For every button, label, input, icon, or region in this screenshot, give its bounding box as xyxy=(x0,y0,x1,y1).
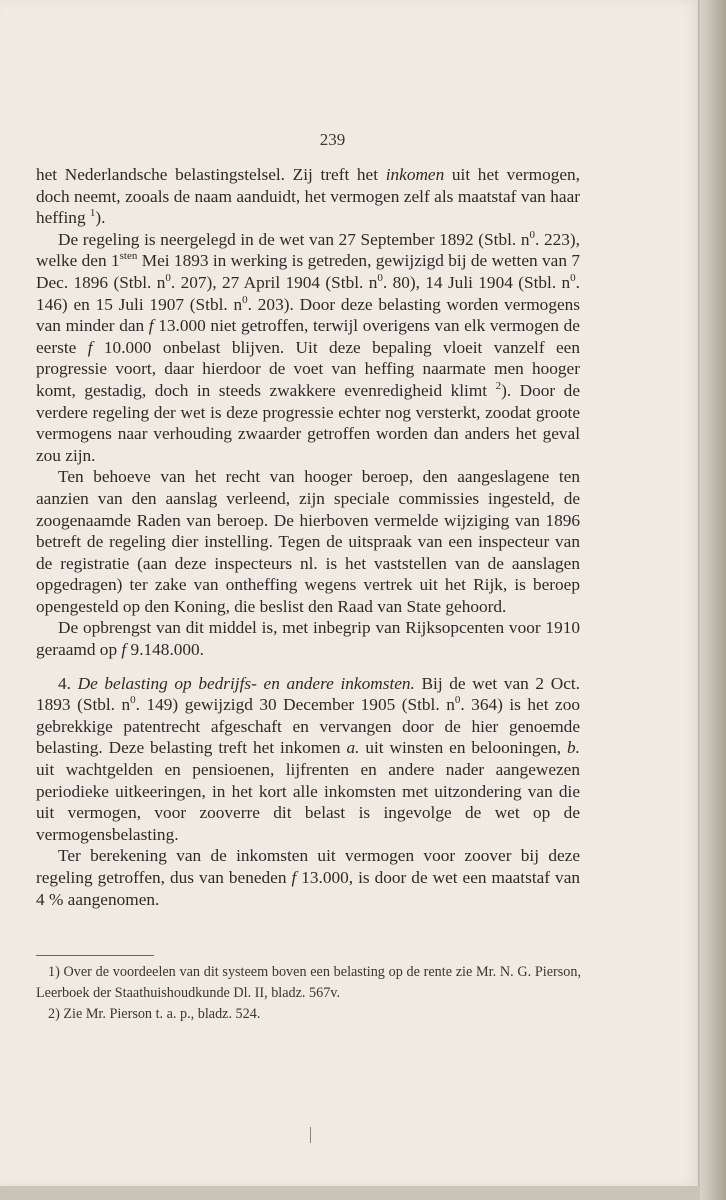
footnote: 2) Zie Mr. Pierson t. a. p., bladz. 524. xyxy=(48,1006,261,1022)
paragraph: 4. De belasting op bedrijfs- en andere inkomsten. Bij de wet van 2 Oct. 1893 (Stbl. $n^0$. 149) gewijzigd 30 December 1905 (Stbl. $n^0$. 364) is het zoo gebrekkige patentrecht afgeschaft en vervangen door de hier genoemde belasting. Deze belasting treft het inkomen a. uit winsten en belooningen, b. uit wachtgelden en pensioenen, lijfrenten en andere nader aangewezen periodieke uitkeeringen, in het kort alle inkomsten met uitzondering van die uit vermogen, voor zooverre dit belast is ingevolge de wet op de vermogensbelasting. xyxy=(36,673,580,844)
page-number: 239 xyxy=(319,130,346,149)
paragraph: De opbrengst van dit middel is, met inbegrip van Rijksopcenten voor 1910 geraamd op f 9.148.000. xyxy=(36,618,580,660)
paragraph: het Nederlandsche belastingstelsel. Zij treft het inkomen uit het vermogen, doch neemt, zooals de naam aanduidt, het vermogen zelf als maatstaf van haar heffing $^1$). xyxy=(36,165,580,228)
paragraph: Ter berekening van de inkomsten uit vermogen voor zoover bij deze regeling getroffen, dus van beneden f 13.000, is door de wet een maatstaf van 4 % aangenomen. xyxy=(36,846,581,909)
paragraph: Ten behoeve van het recht van hooger beroep, den aangeslagene ten aanzien van den aanslag verleend, zijn speciale commissies ingesteld, de zoogenaamde Raden van beroep. De hierboven vermelde wijziging van 1896 betreft de regeling dier instelling. Tegen de uitspraak van een inspecteur van de registratie (aan deze inspecteurs nl. is het vaststellen van de aanslagen opgedragen) ter zake van ontheffing wegens vertrek uit het Rijk, is beroep opengesteld op den Koning, die beslist den Raad van State gehoord. xyxy=(36,467,580,616)
paragraph: De regeling is neergelegd in de wet van 27 September 1892 (Stbl. $n^0$. 223), welke den $1^{sten}$ Mei 1893 in werking is getreden, gewijzigd bij de wetten van 7 Dec. 1896 (Stbl. $n^0$. 207), 27 April 1904 (Stbl. $n^0$. 80), 14 Juli 1904 (Stbl. $n^0$. 146) en 15 Juli 1907 (Stbl. $n^0$. 203). Door deze belasting worden vermogens van minder dan f 13.000 niet getroffen, terwijl overigens van elk vermogen de eerste f 10.000 onbelast blijven. Uit deze bepaling vloeit vanzelf een progressie voort, daar hierdoor de voet van heffing naarmate men hooger komt, gestadig, doch in steeds zwakkere evenredigheid klimt $^2$). Door de verdere regeling der wet is deze progressie echter nog versterkt, zoodat groote vermogens naar verhouding zwaarder getroffen worden dan anders het geval zou zijn. xyxy=(36,229,580,465)
footnote-divider xyxy=(36,955,154,956)
print-mark xyxy=(310,1127,311,1143)
body-text xyxy=(36,164,580,910)
page-edge xyxy=(700,0,726,1200)
footnotes xyxy=(36,962,581,1025)
footnote: 1) Over de voordeelen van dit systeem boven een belasting op de rente zie Mr. N. G. Pierson, Leerboek der Staathuishoudkunde Dl. II, bladz. 567v. xyxy=(36,964,581,1001)
